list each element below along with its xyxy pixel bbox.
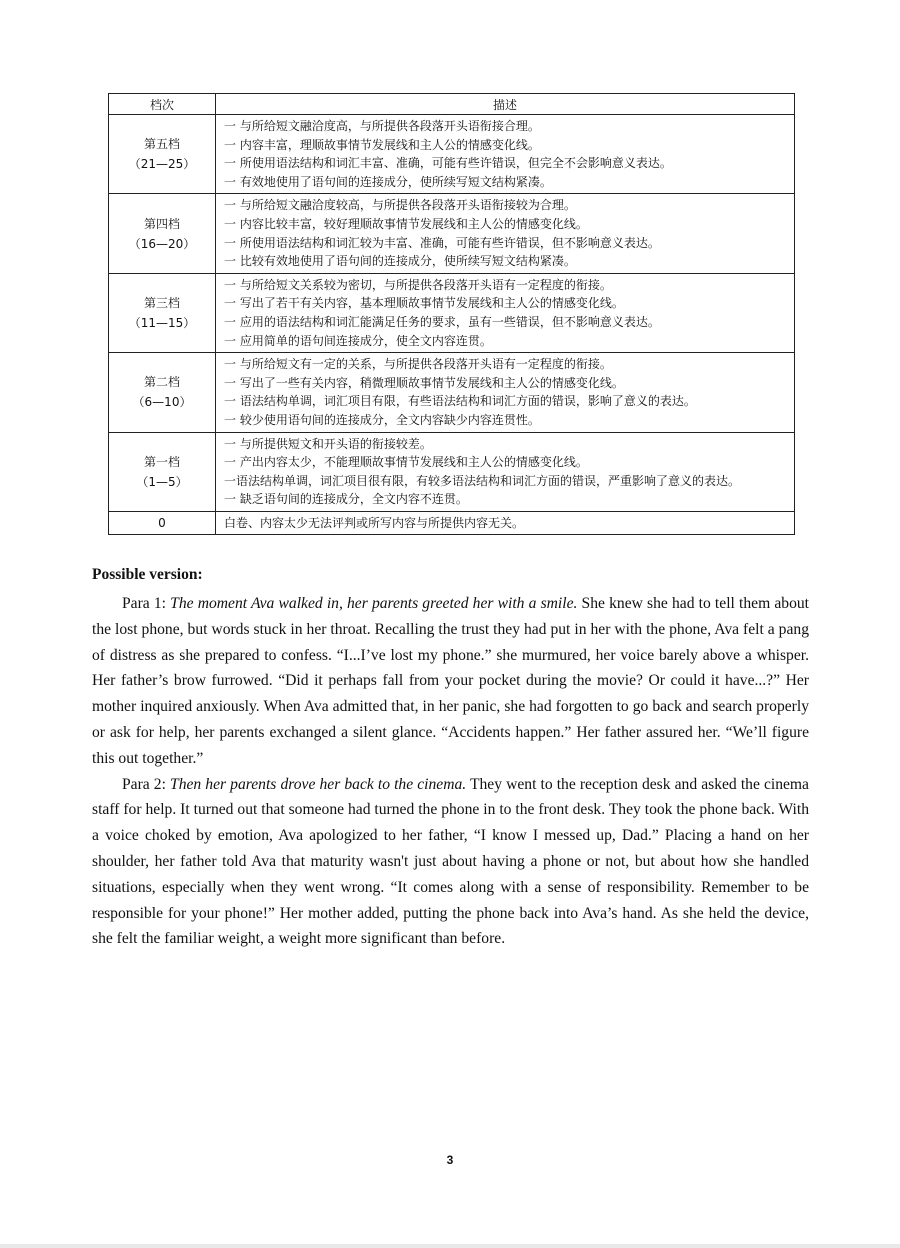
level-name: 第五档 bbox=[143, 137, 180, 152]
table-row bbox=[109, 353, 795, 432]
criterion-line: 一 与所给短文融洽度较高，与所提供各段落开头语衔接较为合理。 bbox=[224, 198, 576, 213]
criterion-line: 一 写出了若干有关内容，基本理顺故事情节发展线和主人公的情感变化线。 bbox=[224, 296, 624, 311]
description-cell bbox=[216, 273, 795, 352]
criterion-line: 一 与所给短文融洽度高，与所提供各段落开头语衔接合理。 bbox=[224, 119, 540, 133]
paragraph-label: Para 1: bbox=[122, 595, 171, 612]
criterion-line: 一 与所给短文关系较为密切，与所提供各段落开头语有一定程度的衔接。 bbox=[224, 277, 612, 292]
level-cell bbox=[109, 194, 216, 273]
paragraph-2 bbox=[92, 772, 809, 953]
level-name: 第一档 bbox=[143, 454, 180, 469]
level-cell bbox=[109, 115, 216, 194]
table-row bbox=[109, 115, 795, 194]
level-score-range: （6—10） bbox=[132, 395, 192, 410]
criterion-line: 一 较少使用语句间的连接成分，全文内容缺少内容连贯性。 bbox=[224, 412, 540, 427]
level-name: 第二档 bbox=[143, 375, 180, 390]
level-score-range: （1—5） bbox=[136, 474, 188, 489]
paragraph-label: Para 2: bbox=[122, 775, 171, 793]
scoring-rubric-table bbox=[108, 93, 795, 535]
criterion-line: 一 缺乏语句间的连接成分，全文内容不连贯。 bbox=[224, 492, 468, 507]
paragraph-1 bbox=[92, 591, 809, 772]
description-column-header: 描述 bbox=[216, 94, 795, 115]
level-column-header: 档次 bbox=[109, 94, 216, 115]
description-cell bbox=[216, 115, 795, 194]
table-row bbox=[109, 432, 795, 511]
criterion-line: 一 与所给短文有一定的关系，与所提供各段落开头语有一定程度的衔接。 bbox=[224, 357, 612, 372]
table-row bbox=[109, 511, 795, 534]
criterion-line: 一 内容比较丰富，较好理顺故事情节发展线和主人公的情感变化线。 bbox=[224, 216, 588, 231]
level-score-range: （16—20） bbox=[128, 236, 196, 251]
criterion-line: 一 应用的语法结构和词汇能满足任务的要求，虽有一些错误，但不影响意义表达。 bbox=[224, 314, 660, 329]
zero-score-description bbox=[216, 511, 795, 534]
table-row bbox=[109, 273, 795, 352]
criterion-line: 一 与所提供短文和开头语的衔接较差。 bbox=[224, 436, 432, 451]
criterion-line: 一语法结构单调，词汇项目很有限，有较多语法结构和词汇方面的错误，严重影响了意义的表达。 bbox=[224, 473, 741, 488]
level-name: 第三档 bbox=[143, 295, 180, 310]
level-cell bbox=[109, 353, 216, 432]
criterion-line: 一 写出了一些有关内容，稍微理顺故事情节发展线和主人公的情感变化线。 bbox=[224, 375, 624, 390]
possible-version-heading: Possible version: bbox=[92, 566, 203, 583]
level-score-range: （21—25） bbox=[128, 157, 196, 172]
criterion-line: 一 语法结构单调，词汇项目有限，有些语法结构和词汇方面的错误，影响了意义的表达。 bbox=[224, 394, 696, 409]
paragraph-opening-sentence: Then her parents drove her back to the cinema. bbox=[170, 775, 467, 793]
description-cell bbox=[216, 432, 795, 511]
scan-bottom-edge bbox=[0, 1244, 900, 1248]
description-cell bbox=[216, 194, 795, 273]
paragraph-opening-sentence: The moment Ava walked in, her parents greeted her with a smile. bbox=[170, 595, 578, 612]
description-cell bbox=[216, 353, 795, 432]
table-row bbox=[109, 194, 795, 273]
criterion-line: 一 产出内容太少，不能理顺故事情节发展线和主人公的情感变化线。 bbox=[224, 455, 588, 470]
level-score-range: （11—15） bbox=[128, 315, 196, 330]
page-number: 3 bbox=[446, 1153, 454, 1167]
table-header-row bbox=[109, 94, 795, 115]
level-cell bbox=[109, 273, 216, 352]
criterion-line: 一 所使用语法结构和词汇较为丰富、准确，可能有些许错误，但不影响意义表达。 bbox=[224, 235, 660, 250]
paragraph-body: She knew she had to tell them about the lost phone, but words stuck in her throat. Recalling the trust they had put in her with the phone, Ava felt a pang of distress as she prepared to confess. “I...I’ve lost my phone.” she murmured, her voice barely above a whisper. Her father’s brow furrowed. “Did it perhaps fall from your pocket during the movie? Or could it have...?” Her mother inquired anxiously. When Ava admitted that, in her panic, she had forgotten to go back and search properly or ask for help, her parents exchanged a silent glance. “Accidents happen.” Her father assured her. “We’ll figure this out together.” bbox=[92, 595, 809, 767]
criterion-line: 一 有效地使用了语句间的连接成分，使所续写短文结构紧凑。 bbox=[224, 174, 552, 189]
criterion-line: 一 比较有效地使用了语句间的连接成分，使所续写短文结构紧凑。 bbox=[224, 254, 576, 269]
sample-essay bbox=[92, 591, 809, 952]
criterion-line: 白卷、内容太少无法评判或所写内容与所提供内容无关。 bbox=[224, 515, 525, 530]
criterion-line: 一 应用简单的语句间连接成分，使全文内容连贯。 bbox=[224, 333, 492, 348]
criterion-line: 一 内容丰富，理顺故事情节发展线和主人公的情感变化线。 bbox=[224, 137, 540, 152]
paragraph-body: They went to the reception desk and asked the cinema staff for help. It turned out that someone had turned the phone in to the front desk. They took the phone back. With a voice choked by emotion, Ava apologized to her father, “I know I messed up, Dad.” Placing a hand on her shoulder, her father told Ava that maturity wasn't just about having a phone or not, but about how she handled situations, especially when they went wrong. “It comes along with a sense of responsibility. Remember to be responsible for your phone!” Her mother added, putting the phone back into Ava’s hand. As she held the device, she felt the familiar weight, a weight more significant than before. bbox=[92, 775, 809, 948]
criterion-line: 一 所使用语法结构和词汇丰富、准确，可能有些许错误，但完全不会影响意义表达。 bbox=[224, 156, 672, 171]
level-name: 第四档 bbox=[143, 216, 180, 231]
level-cell bbox=[109, 432, 216, 511]
zero-score-cell: 0 bbox=[109, 511, 216, 534]
